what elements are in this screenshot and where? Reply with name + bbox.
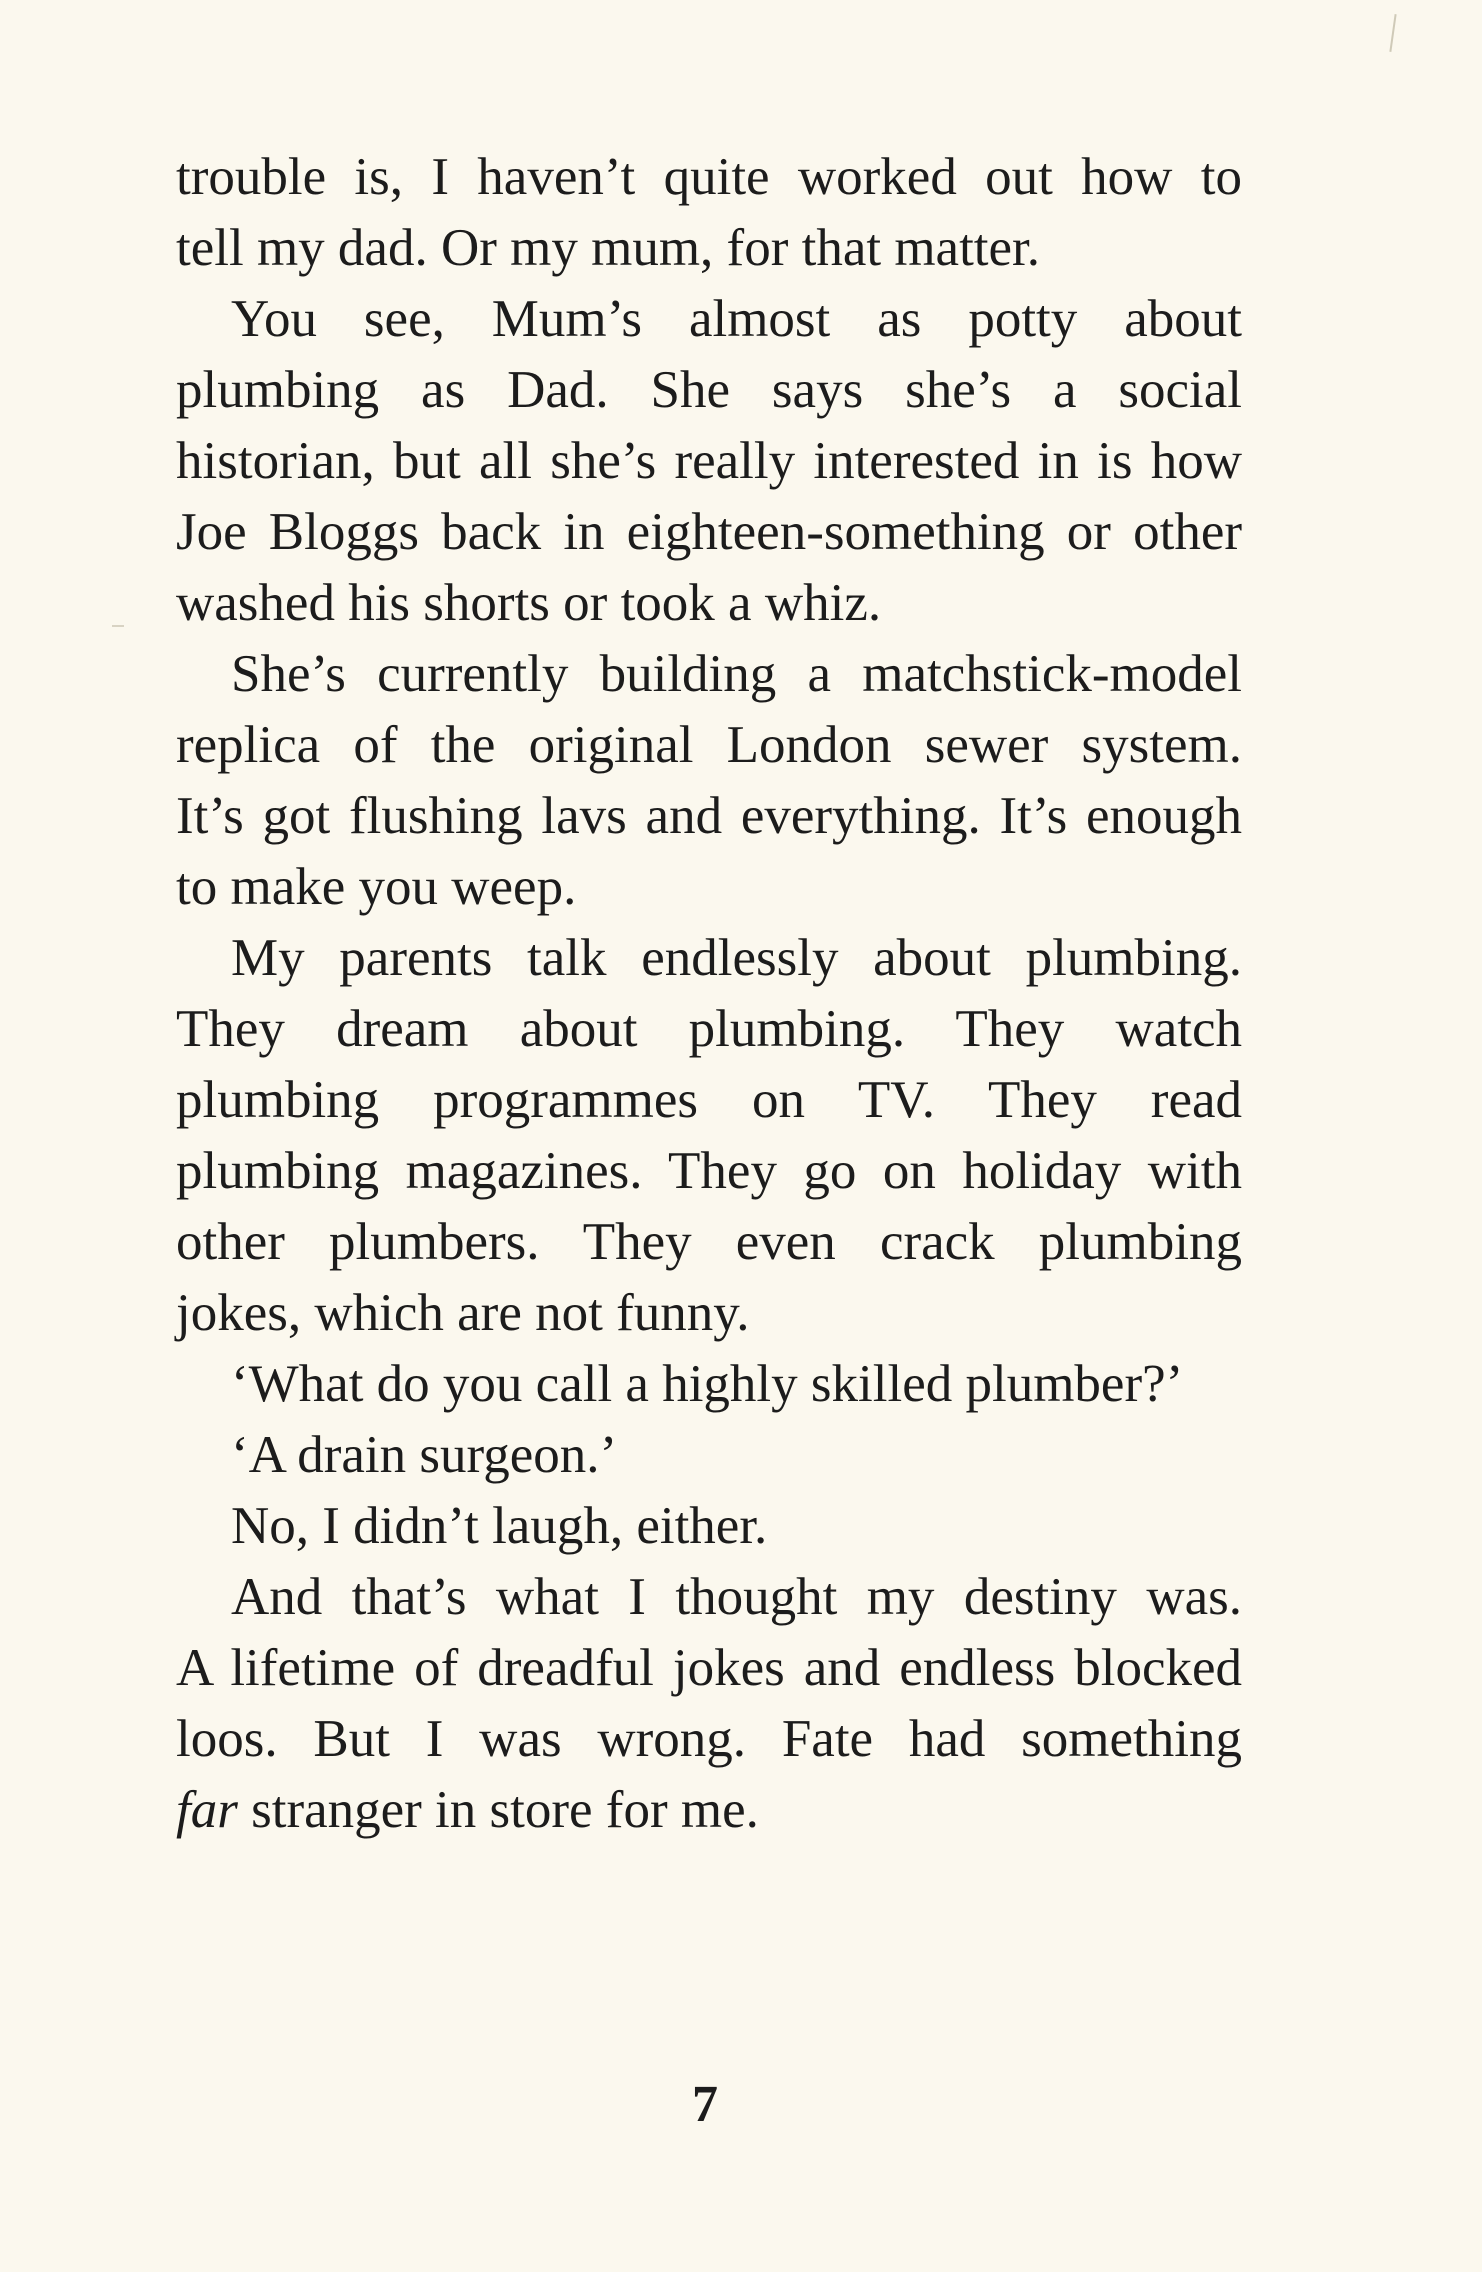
text-line-final: [176, 1775, 1242, 1846]
text-line: Joe Bloggs back in eighteen-something or other: [176, 503, 1242, 561]
body-text: [176, 142, 1242, 1846]
text-line: tell my dad. Or my mum, for that matter.: [176, 219, 1041, 277]
text-line: to make you weep.: [176, 858, 577, 916]
page-number: 7: [692, 2076, 718, 2133]
text-line: And that’s what I thought my destiny was.: [231, 1568, 1242, 1626]
text-line: ‘A drain surgeon.’: [231, 1426, 618, 1484]
text-line: They dream about plumbing. They watch: [176, 1000, 1242, 1058]
text-line: washed his shorts or took a whiz.: [176, 574, 882, 632]
margin-mark: [112, 625, 124, 627]
text-line: replica of the original London sewer system.: [176, 716, 1242, 774]
text-line: trouble is, I haven’t quite worked out how to: [176, 148, 1242, 206]
text-line: You see, Mum’s almost as potty about: [231, 290, 1242, 348]
text-line: plumbing magazines. They go on holiday with: [176, 1142, 1242, 1200]
text-line: plumbing as Dad. She says she’s a social: [176, 361, 1242, 419]
italic-word: far: [176, 1781, 238, 1839]
text-line: other plumbers. They even crack plumbing: [176, 1213, 1242, 1271]
text-line: No, I didn’t laugh, either.: [231, 1497, 768, 1555]
text-line: A lifetime of dreadful jokes and endless blocked: [176, 1639, 1242, 1697]
final-line-rest: stranger in store for me.: [237, 1781, 759, 1839]
text-line: plumbing programmes on TV. They read: [176, 1071, 1242, 1129]
text-line: jokes, which are not funny.: [176, 1284, 750, 1342]
text-line: historian, but all she’s really interested in is how: [176, 432, 1242, 490]
text-line: My parents talk endlessly about plumbing.: [231, 929, 1242, 987]
text-line: loos. But I was wrong. Fate had something: [176, 1710, 1242, 1768]
text-line: It’s got flushing lavs and everything. It’s enough: [176, 787, 1242, 845]
text-line: She’s currently building a matchstick-model: [231, 645, 1242, 703]
paper-edge-mark: [1389, 14, 1396, 52]
text-line: ‘What do you call a highly skilled plumber?’: [231, 1355, 1184, 1413]
